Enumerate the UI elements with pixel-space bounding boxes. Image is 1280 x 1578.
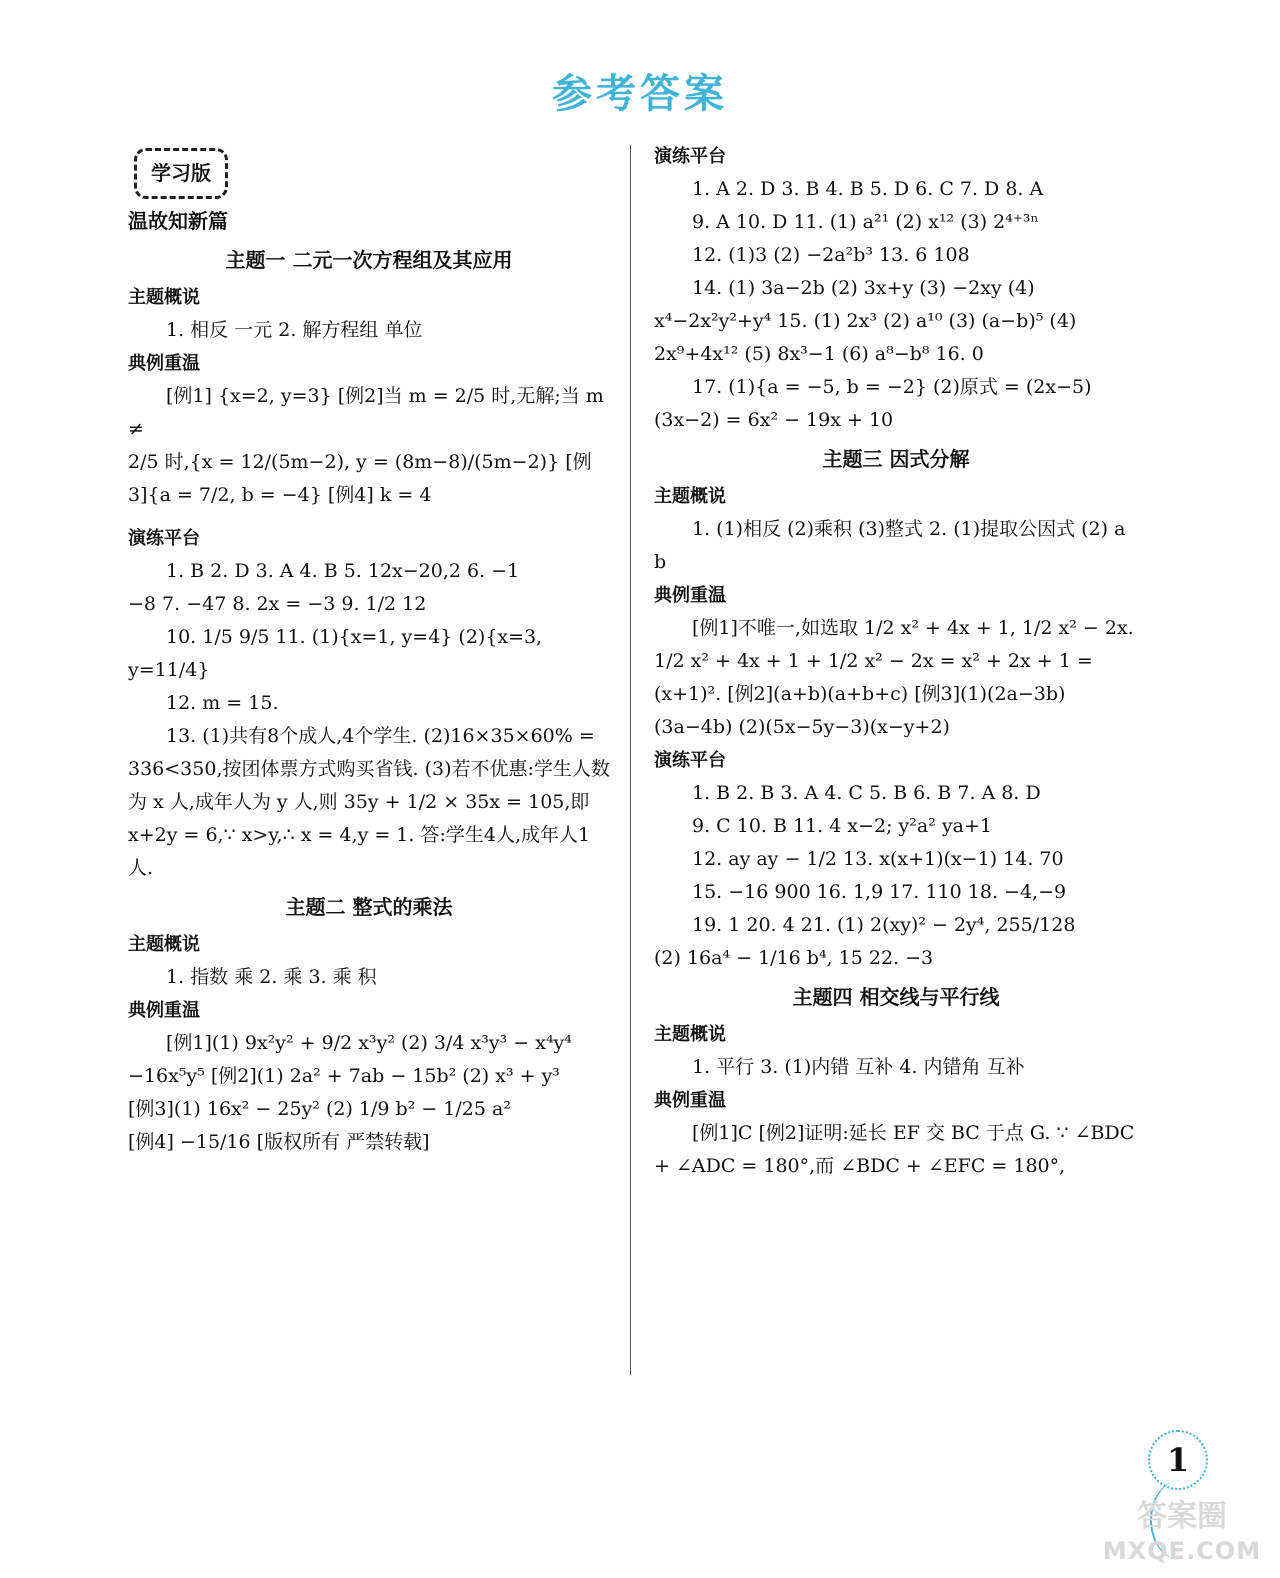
t2-example-line-2: −16x⁵y⁵ [例2](1) 2a² + 7ab − 15b² (2) x³ + y³: [128, 1065, 560, 1087]
watermark-line-2: MXQE.COM: [1102, 1537, 1262, 1565]
watermark-line-1: 答案圈: [1137, 1499, 1227, 1534]
watermark-logo: [1092, 1500, 1272, 1568]
topic-1-title: 主题一 二元一次方程组及其应用: [225, 248, 513, 272]
right-column: [654, 140, 1138, 1183]
topic-4-title: 主题四 相交线与平行线: [792, 985, 1000, 1009]
t3-practice-line-4: 15. −16 900 16. 1,9 17. 110 18. −4,−9: [692, 881, 1067, 903]
t3-overview-text: 1. (1)相反 (2)乘积 (3)整式 2. (1)提取公因式 (2) a b: [654, 518, 1126, 573]
t3-practice-line-5: 19. 1 20. 4 21. (1) 2(xy)² − 2y⁴, 255/128: [692, 914, 1076, 936]
t1-practice-line-4: 12. m = 15.: [166, 692, 279, 714]
t1-practice-heading: 演练平台: [128, 528, 200, 549]
t1-practice-line-5: 13. (1)共有8个成人,4个学生. (2)16×35×60% = 336<350,按团体票方式购买省钱. (3)若不优惠:学生人数为 x 人,成年人为 y 人,则 35y + 1/2 × 35x = 105,即 x+2y = 6,∵ x>y,∴ x = 4,y = 1. 答:学生4人,成年人1人.: [128, 725, 610, 879]
t1-examples-heading: 典例重温: [128, 353, 200, 374]
t1-example-line-1: [例1] {x=2, y=3} [例2]当 m = 2/5 时,无解;当 m ≠: [128, 385, 604, 440]
column-divider: [630, 145, 631, 1375]
t2-overview-heading: 主题概说: [128, 934, 200, 955]
t4-overview-heading: 主题概说: [654, 1024, 726, 1045]
t3-practice-line-1: 1. B 2. B 3. A 4. C 5. B 6. B 7. A 8. D: [692, 782, 1041, 804]
t4-example-text: [例1]C [例2]证明:延长 EF 交 BC 于点 G. ∵ ∠BDC + ∠ADC = 180°,而 ∠BDC + ∠EFC = 180°,: [654, 1122, 1135, 1177]
t3-practice-heading: 演练平台: [654, 750, 726, 771]
page-number: 1: [1148, 1430, 1208, 1490]
edition-badge: 学习版: [134, 148, 228, 199]
left-column: [128, 140, 610, 1159]
r-practice-heading: 演练平台: [654, 146, 726, 167]
t2-overview-text: 1. 指数 乘 2. 乘 3. 乘 积: [166, 966, 377, 988]
t3-examples-heading: 典例重温: [654, 585, 726, 606]
t3-practice-line-6: (2) 16a⁴ − 1/16 b⁴, 15 22. −3: [654, 947, 934, 969]
topic-3-title: 主题三 因式分解: [822, 447, 970, 471]
t2-example-line-3: [例3](1) 16x² − 25y² (2) 1/9 b² − 1/25 a²: [128, 1098, 511, 1120]
t1-example-line-2: 2/5 时,{x = 12/(5m−2), y = (8m−8)/(5m−2)} [例3]{a = 7/2, b = −4} [例4] k = 4: [128, 451, 592, 506]
r-practice-line-5: 17. (1){a = −5, b = −2} (2)原式 = (2x−5)(3x−2) = 6x² − 19x + 10: [654, 376, 1092, 431]
section-title: 温故知新篇: [128, 209, 228, 233]
r-practice-line-2: 9. A 10. D 11. (1) a²¹ (2) x¹² (3) 2⁴⁺³ⁿ: [692, 211, 1039, 233]
t3-practice-line-2: 9. C 10. B 11. 4 x−2; y²a² ya+1: [692, 815, 992, 837]
r-practice-line-3: 12. (1)3 (2) −2a²b³ 13. 6 108: [692, 244, 970, 266]
t4-examples-heading: 典例重温: [654, 1090, 726, 1111]
r-practice-line-4: 14. (1) 3a−2b (2) 3x+y (3) −2xy (4) x⁴−2x²y²+y⁴ 15. (1) 2x³ (2) a¹⁰ (3) (a−b)⁵ (4) 2x⁹+4x¹² (5) 8x³−1 (6) a⁸−b⁸ 16. 0: [654, 277, 1077, 365]
t2-example-line-4: [例4] −15/16 [版权所有 严禁转载]: [128, 1131, 430, 1153]
t1-overview-heading: 主题概说: [128, 287, 200, 308]
page-title: 参考答案: [552, 70, 728, 117]
t1-practice-line-1: 1. B 2. D 3. A 4. B 5. 12x−20,2 6. −1: [166, 560, 520, 582]
t1-overview-text: 1. 相反 一元 2. 解方程组 单位: [166, 319, 423, 341]
t1-practice-line-2: −8 7. −47 8. 2x = −3 9. 1/2 12: [128, 593, 427, 615]
t2-example-line-1: [例1](1) 9x²y² + 9/2 x³y² (2) 3/4 x³y³ − x⁴y⁴: [166, 1032, 572, 1054]
t3-overview-heading: 主题概说: [654, 486, 726, 507]
topic-2-title: 主题二 整式的乘法: [285, 895, 453, 919]
t1-practice-line-3: 10. 1/5 9/5 11. (1){x=1, y=4} (2){x=3, y=11/4}: [128, 626, 543, 681]
t3-example-text: [例1]不唯一,如选取 1/2 x² + 4x + 1, 1/2 x² − 2x. 1/2 x² + 4x + 1 + 1/2 x² − 2x = x² + 2x + 1 = (x+1)². [例2](a+b)(a+b+c) [例3](1)(2a−3b)(3a−4b) (2)(5x−5y−3)(x−y+2): [654, 617, 1134, 738]
r-practice-line-1: 1. A 2. D 3. B 4. B 5. D 6. C 7. D 8. A: [692, 178, 1044, 200]
t2-examples-heading: 典例重温: [128, 1000, 200, 1021]
t3-practice-line-3: 12. ay ay − 1/2 13. x(x+1)(x−1) 14. 70: [692, 848, 1064, 870]
t4-overview-text: 1. 平行 3. (1)内错 互补 4. 内错角 互补: [692, 1056, 1025, 1078]
